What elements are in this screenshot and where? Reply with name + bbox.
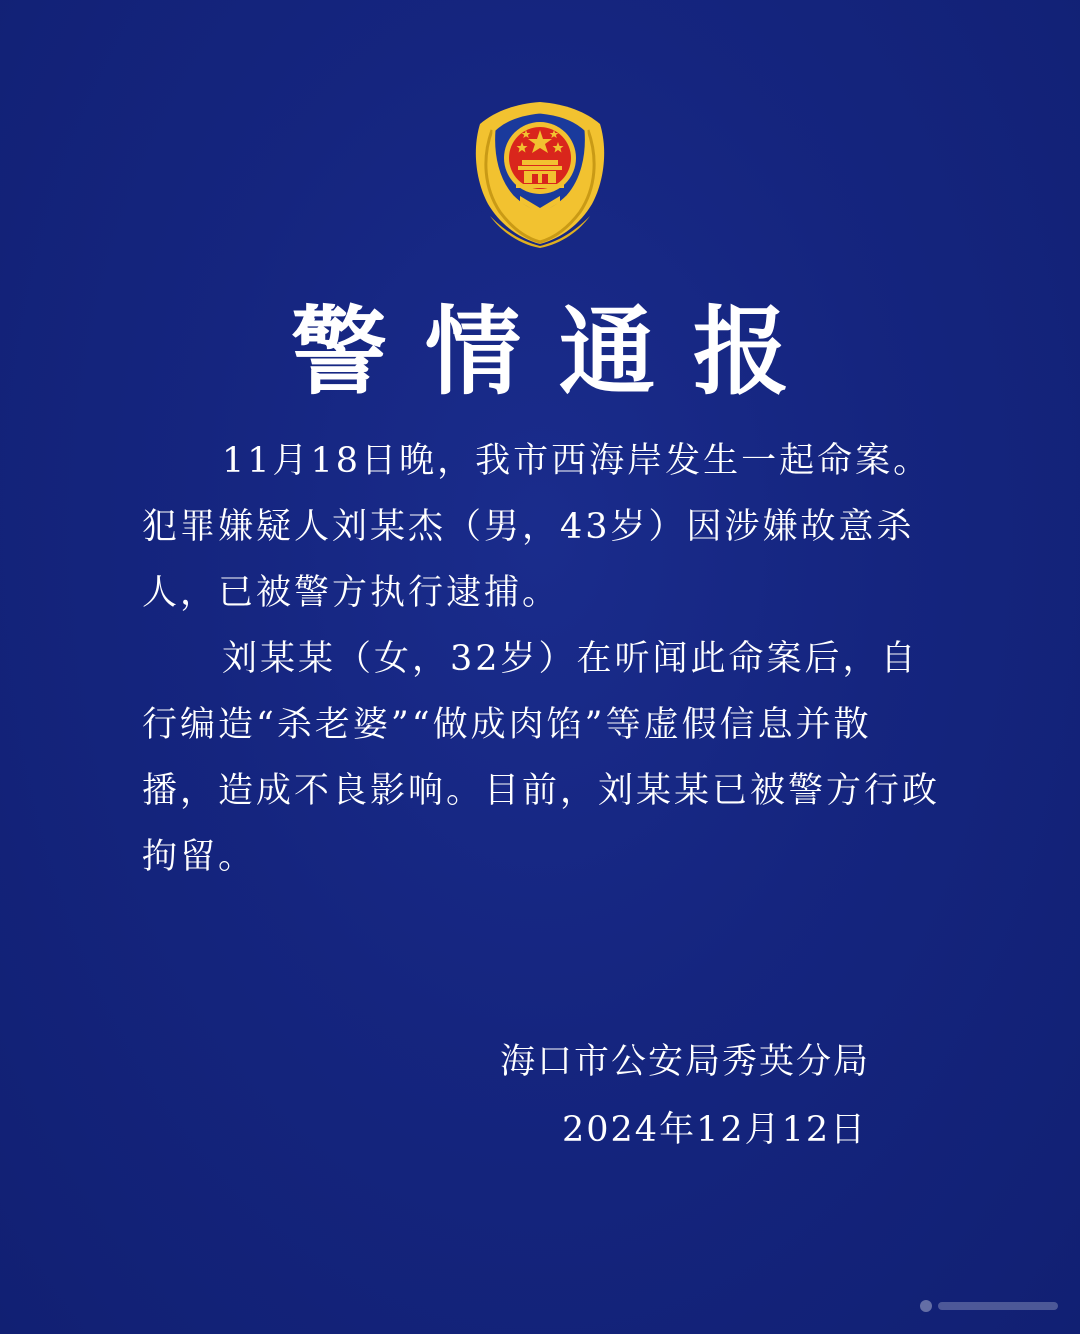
notice-body [142, 428, 942, 890]
issuer-name: 海口市公安局秀英分局 [500, 1042, 871, 1082]
notice-signature [500, 1028, 880, 1164]
police-badge-icon [462, 96, 618, 248]
notice-paragraph: 刘某某（女，32岁）在听闻此命案后，自行编造“杀老婆”“做成肉馅”等虚假信息并散播，造成不良影响。目前，刘某某已被警方行政拘留。 [142, 639, 941, 877]
notice-paragraph: 11月18日晚，我市西海岸发生一起命案。犯罪嫌疑人刘某杰（男，43岁）因涉嫌故意杀人，已被警方执行逮捕。 [142, 441, 932, 613]
notice-title: 警情通报 [291, 296, 827, 408]
watermark-icon [912, 1292, 1072, 1320]
issue-date: 2024年12月12日 [562, 1110, 868, 1150]
